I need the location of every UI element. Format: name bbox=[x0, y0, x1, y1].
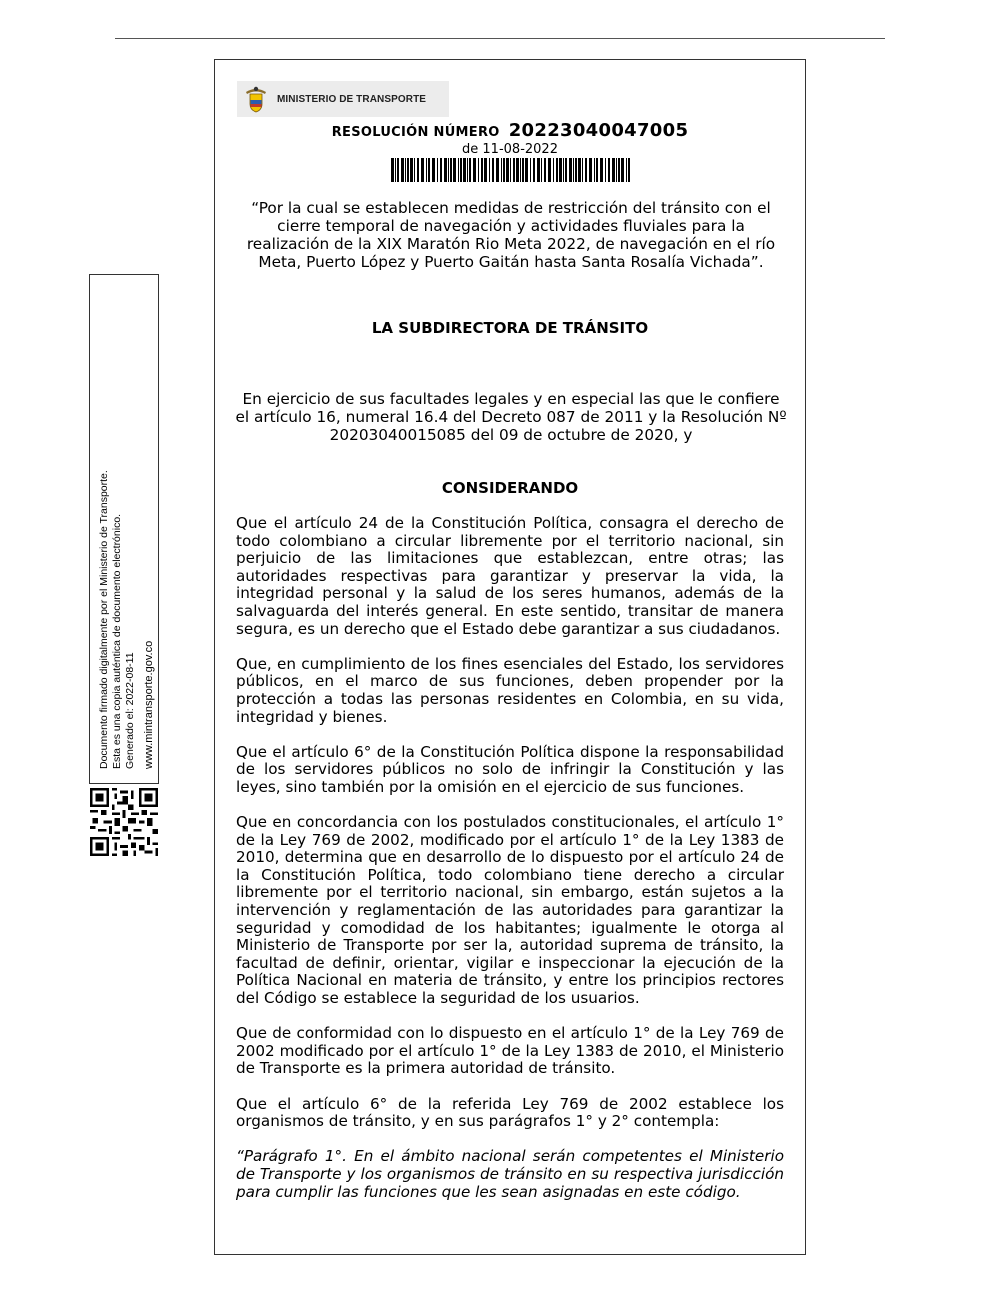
consideration-paragraph: Que el artículo 24 de la Constitución Política, consagra el derecho de todo colombiano a circular libremente por el territorio nacional, sin perjuicio de las limitaciones que establezcan, entre otras; las autoridades respectivas para garantizar y preservar la vida, la integridad personal y la salud de los seres humanos, además de la salvaguarda del interés general. En este sentido, transitar de manera segura, es un derecho que el Estado debe garantizar a sus ciudadanos. bbox=[236, 514, 784, 638]
barcode-icon bbox=[391, 158, 631, 182]
consideration-paragraph: Que el artículo 6° de la Constitución Política dispone la responsabilidad de los servidores públicos no solo de infringir la Constitución y las leyes, sino también por la omisión en el ejercicio de sus funciones. bbox=[236, 742, 784, 796]
resolution-heading bbox=[215, 120, 805, 141]
ministry-name: MINISTERIO DE TRANSPORTE bbox=[277, 93, 427, 105]
consideration-paragraph: Que de conformidad con lo dispuesto en el artículo 1° de la Ley 769 de 2002 modificado por el artículo 1° de la Ley 1383 de 2010, el Ministerio de Transporte es la primera autoridad de tránsito. bbox=[236, 1024, 784, 1078]
preamble: En ejercicio de sus facultades legales y en especial las que le confiere el artículo 16, numeral 16.4 del Decreto 087 de 2011 y la Resolución Nº 20203040015085 del 09 de octubre de 2020, y bbox=[235, 390, 787, 444]
digital-signature-box bbox=[89, 274, 159, 784]
consideration-paragraph: Que el artículo 6° de la referida Ley 769 de 2002 establece los organismos de tránsito, y en sus parágrafos 1° y 2° contempla: bbox=[236, 1094, 784, 1131]
digital-signature-text bbox=[90, 275, 160, 785]
resolution-title: “Por la cual se establecen medidas de restricción del tránsito con el cierre temporal de navegación y actividades fluviales para la realización de la XIX Maratón Rio Meta 2022, de navegación en el río Meta, Puerto López y Puerto Gaitán hasta Santa Rosalía Vichada”. bbox=[246, 199, 776, 271]
header-rule bbox=[115, 38, 885, 39]
consideration-paragraph: Que en concordancia con los postulados constitucionales, el artículo 1° de la Ley 769 de 2002, modificado por el artículo 1° de la Ley 1383 de 2010, determina que en desarrollo de lo dispuesto por el artículo 24 de la Constitución Política, todo colombiano tiene derecho a circular libremente por el territorio nacional, sin embargo, están sujetos a la intervención y reglamentación de las autoridades para garantizar la seguridad y comodidad de los habitantes; igualmente le otorga al Ministerio de Transporte por ser la, autoridad suprema de tránsito, la facultad de definir, orientar, vigilar e inspeccionar la ejecución de la Política Nacional en materia de tránsito, y entre los principios rectores del Código se establece la seguridad de los usuarios. bbox=[236, 813, 784, 1008]
resolution-label: RESOLUCIÓN NÚMERO bbox=[331, 125, 500, 140]
signature-website: www.mintransporte.gov.co bbox=[143, 640, 155, 769]
considerations bbox=[236, 515, 784, 1219]
coat-of-arms-icon bbox=[243, 84, 269, 114]
ministry-logo bbox=[237, 81, 449, 117]
considerando-heading: CONSIDERANDO bbox=[441, 479, 579, 497]
resolution-date: de 11-08-2022 bbox=[462, 142, 558, 157]
resolution-number: 20223040047005 bbox=[508, 120, 689, 141]
signature-line-1: Documento firmado digitalmente por el Ministerio de Transporte. bbox=[98, 470, 110, 769]
resolution-page bbox=[214, 59, 806, 1255]
consideration-paragraph: Que, en cumplimiento de los fines esenciales del Estado, los servidores públicos, en el marco de sus funciones, deben propender por la protección a todas las personas residentes en Colombia, en su vida, integridad y bienes. bbox=[236, 654, 784, 726]
signature-line-3: Generado el: 2022-08-11 bbox=[124, 652, 136, 769]
signature-line-2: Esta es una copia auténtica de documento electrónico. bbox=[111, 513, 123, 769]
quoted-paragraph: “Parágrafo 1°. En el ámbito nacional serán competentes el Ministerio de Transporte y los organismos de tránsito en su respectiva jurisdicción para cumplir las funciones que les sean asignadas en este código. bbox=[236, 1147, 784, 1201]
authority-heading: LA SUBDIRECTORA DE TRÁNSITO bbox=[371, 319, 649, 337]
qr-code-icon bbox=[90, 788, 158, 856]
